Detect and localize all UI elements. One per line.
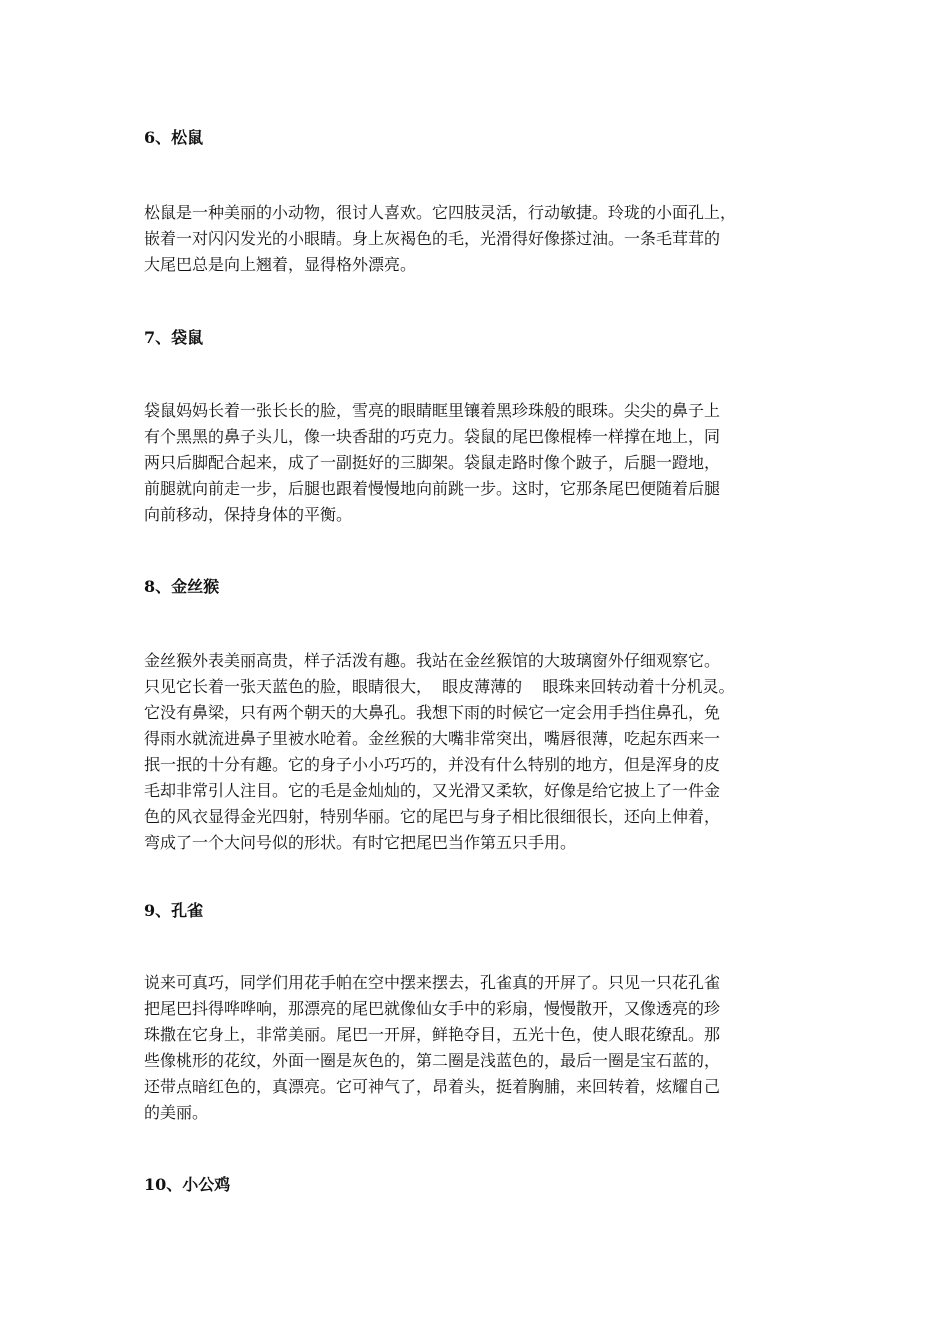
paragraph-line: 的美丽。: [144, 1103, 209, 1122]
section-heading-kongque: 9、孔雀: [144, 901, 204, 920]
paragraph-line: 抿一抿的十分有趣。它的身子小小巧巧的，并没有什么特别的地方，但是浑身的皮: [144, 755, 721, 774]
section-paragraph-songshu: [144, 200, 824, 278]
paragraph-line: 说来可真巧，同学们用花手帕在空中摆来摆去，孔雀真的开屏了。只见一只花孔雀: [144, 973, 721, 992]
paragraph-line: 弯成了一个大问号似的形状。有时它把尾巴当作第五只手用。: [144, 833, 577, 852]
section-heading-songshu: 6、松鼠: [144, 128, 204, 147]
section-heading-daishu: 7、袋鼠: [144, 328, 204, 347]
paragraph-line: 松鼠是一种美丽的小动物，很讨人喜欢。它四肢灵活，行动敏捷。玲珑的小面孔上，: [144, 203, 737, 222]
paragraph-line: 只见它长着一张天蓝色的脸，眼睛很大， 眼皮薄薄的 眼珠来回转动着十分机灵。: [144, 677, 735, 696]
paragraph-line: 两只后脚配合起来，成了一副挺好的三脚架。袋鼠走路时像个跛子，后腿一蹬地，: [144, 453, 721, 472]
paragraph-line: 嵌着一对闪闪发光的小眼睛。身上灰褐色的毛，光滑得好像搽过油。一条毛茸茸的: [144, 229, 721, 248]
paragraph-line: 前腿就向前走一步，后腿也跟着慢慢地向前跳一步。这时，它那条尾巴便随着后腿: [144, 479, 721, 498]
paragraph-line: 色的风衣显得金光四射，特别华丽。它的尾巴与身子相比很细很长，还向上伸着，: [144, 807, 721, 826]
section-heading-xiaogongji: 10、小公鸡: [144, 1175, 231, 1194]
paragraph-line: 毛却非常引人注目。它的毛是金灿灿的，又光滑又柔软，好像是给它披上了一件金: [144, 781, 721, 800]
section-paragraph-jinsihou: [144, 648, 824, 856]
paragraph-line: 珠撒在它身上，非常美丽。尾巴一开屏，鲜艳夺目，五光十色，使人眼花缭乱。那: [144, 1025, 721, 1044]
paragraph-line: 它没有鼻梁，只有两个朝天的大鼻孔。我想下雨的时候它一定会用手挡住鼻孔，免: [144, 703, 721, 722]
paragraph-line: 有个黑黑的鼻子头儿，像一块香甜的巧克力。袋鼠的尾巴像棍棒一样撑在地上，同: [144, 427, 721, 446]
paragraph-line: 些像桃形的花纹，外面一圈是灰色的，第二圈是浅蓝色的，最后一圈是宝石蓝的，: [144, 1051, 721, 1070]
paragraph-line: 金丝猴外表美丽高贵，样子活泼有趣。我站在金丝猴馆的大玻璃窗外仔细观察它。: [144, 651, 721, 670]
paragraph-line: 得雨水就流进鼻子里被水呛着。金丝猴的大嘴非常突出，嘴唇很薄，吃起东西来一: [144, 729, 721, 748]
paragraph-line: 把尾巴抖得哗哗响，那漂亮的尾巴就像仙女手中的彩扇，慢慢散开，又像透亮的珍: [144, 999, 721, 1018]
paragraph-line: 大尾巴总是向上翘着，显得格外漂亮。: [144, 255, 417, 274]
paragraph-line: 袋鼠妈妈长着一张长长的脸，雪亮的眼睛眶里镶着黑珍珠般的眼珠。尖尖的鼻子上: [144, 401, 721, 420]
paragraph-line: 向前移动，保持身体的平衡。: [144, 505, 353, 524]
section-paragraph-daishu: [144, 398, 824, 528]
section-paragraph-kongque: [144, 970, 824, 1126]
section-heading-jinsihou: 8、金丝猴: [144, 577, 220, 596]
paragraph-line: 还带点暗红色的，真漂亮。它可神气了，昂着头，挺着胸脯，来回转着，炫耀自己: [144, 1077, 721, 1096]
